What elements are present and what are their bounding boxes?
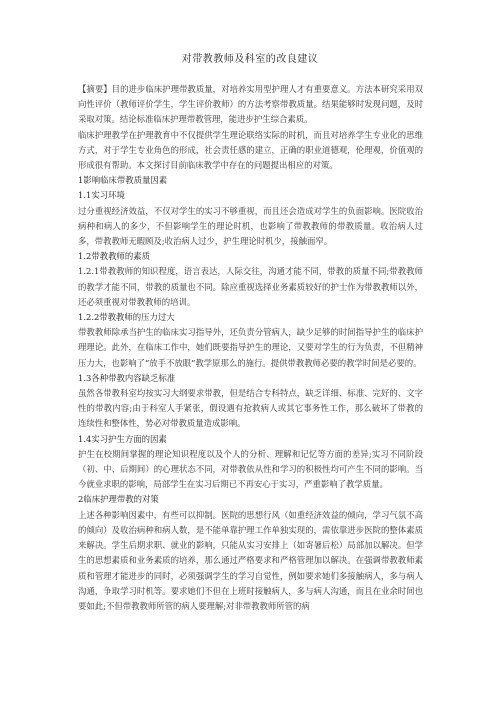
section-heading: 1.3各种带教内容缺乏标准	[78, 372, 176, 383]
paragraph: 【摘要】目的进步临床护理带教质量，对培养实用型护理人才有重要意义。方法本研究采用双向性评价（教师评价学生，学生评价教师）的方法考察带教质量。结果能够时发现问题，及时采取对策。结论标准临床护理带教管理，能进步护生综合素质。	[78, 84, 423, 125]
section-heading: 1影响临床带教质量因素	[78, 175, 168, 186]
document-body	[78, 82, 423, 614]
document-title: 对带教教师及科室的改良建议	[181, 54, 319, 65]
paragraph: 过分重视经济效益，不仅对学生的实习不够重视，而且还会造成对学生的负面影响。医院收治病种和病人的多少，不但影响学生的理论时机，也影响了带教教师的带教质量。收治病人过多，带教教师无暇顾及;收治病人过少，护生理论时机少，接触面窄。	[78, 205, 423, 247]
paragraph: 1.2.1带教教师的知识程度，语言表达，人际交往，沟通才能不同，带教的质量不同;带教教师的教学才能不同，带教的质量也不同。除应重视选择业务素质较好的护士作为带教教师以外，还必须重视对带教教师的培训。	[78, 266, 423, 307]
section-heading: 1.2带教教师的素质	[78, 251, 150, 262]
paragraph: 上述各种影响因素中，有些可以抑制。医院的思想行风（如重经济效益的倾向，学习气氛不高的倾向）及收治病种和病人数，是不能单靠护理工作单独实现的，需依靠进步医院的整体素质来解决。学生后期求职、就业的影响，只能从实习安排上（如寄暑后松）局部加以解决。但学生的思想素质和业务素质的培养，那么通过严格要求和严格管理加以解决。在强调带教教师素质和管理才能进步的同时，必须强调学生的学习自觉性，例如要求她们多接触病人，多与病人沟通，争取学习时机等。要求她们不但在上班时接触病人，多与病人沟通，而且在业余时间也要如此;不但带教教师所管的病人要理解;对非带教教师所管的病	[78, 509, 423, 611]
section-heading: 2临床护理带教的对策	[78, 494, 159, 505]
paragraph: 临床护理教学在护理教育中不仅提供学生理论联络实际的时机，而且对培养学生专业化的思维方式，对于学生专业角色的形成，社会责任感的建立，正确的职业道德观，伦理观，价值观的形成很有帮助。本文探讨目前临床教学中存在的问题提出相应的对策。	[78, 129, 423, 171]
section-heading: 1.2.2带教教师的压力过大	[78, 312, 175, 323]
paragraph: 带教教师除承当护生的临床实习指导外，还负责分管病人，缺少足够的时间指导护生的临床护理理论。此外，在临床工作中，她们既要指导护生的理论，又要对学生的行为负责，不但精神压力大，也影响了“放手不放眼”教学原那么的施行。提供带教教师必要的教学时间是必要的。	[78, 327, 423, 368]
paragraph: 护生在校期间掌握的理论知识程度以及个人的分析、理解和记忆等方面的差异;实习不同阶段（初、中、后期间）的心理状态不同，对带教依从性和学习的积极性均可产生不同的影响。当今就业求职的影响，局部学生在实习后期已不再安心于实习，严重影响了教学质量。	[78, 448, 423, 490]
section-heading: 1.1实习环境	[78, 190, 125, 201]
paragraph: 虽然各带教科室均按实习大纲要求带教，但是结合专科特点，缺乏详细、标准、完好的、文字性的带教内容;由于科室人手紧张，假设遇有抢救病人或其它事务性工作，那么破坏了带教的连续性和整体性，势必对带教质量造成影响。	[78, 388, 423, 429]
section-heading: 1.4实习护生方面的因素	[78, 433, 167, 444]
